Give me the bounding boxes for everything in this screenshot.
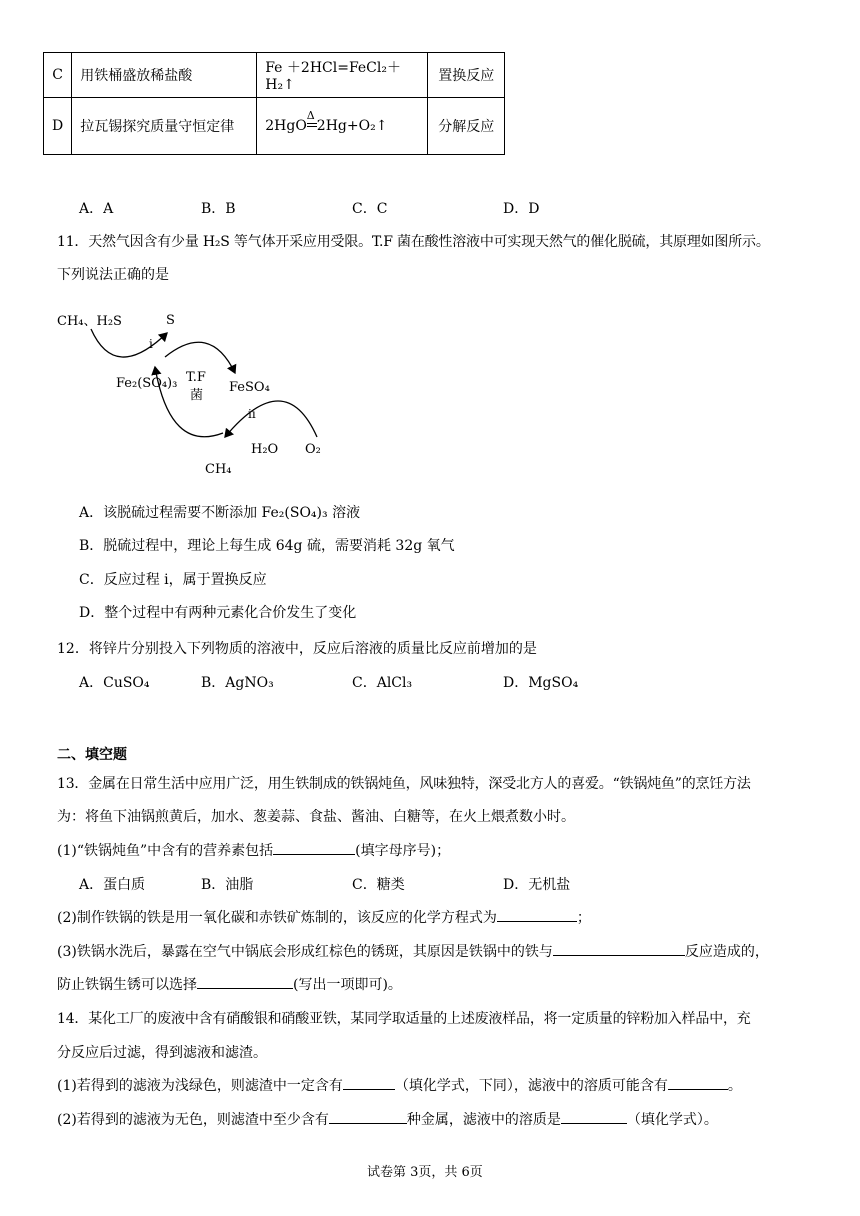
q13-p1-text: (1)“铁锅炖鱼”中含有的营养素包括 bbox=[57, 843, 274, 859]
q13-part3-line2 bbox=[57, 974, 402, 994]
q14-p2-text: (2)若得到的滤液为无色，则滤渣中至少含有 bbox=[57, 1112, 329, 1128]
row-equation: Fe ＋2HCl=FeCl₂＋H₂↑ bbox=[257, 53, 428, 98]
page-footer: 试卷第 3页，共 6页 bbox=[367, 1165, 483, 1180]
option-d[interactable]: D．D bbox=[503, 201, 540, 217]
q11-option-d[interactable]: D．整个过程中有两种元素化合价发生了变化 bbox=[79, 605, 357, 621]
q13-part1 bbox=[57, 840, 450, 860]
row-desc: 用铁桶盛放稀盐酸 bbox=[72, 53, 257, 98]
option-d[interactable]: D．无机盐 bbox=[503, 877, 571, 893]
label-fe2so43: Fe₂(SO₄)₃ bbox=[116, 376, 178, 391]
option-b[interactable]: B．油脂 bbox=[201, 877, 254, 893]
q14-p2-end: （填化学式）。 bbox=[626, 1112, 718, 1128]
desulfurization-diagram bbox=[55, 305, 345, 480]
q14-stem-line2: 分反应后过滤，得到滤液和滤渣。 bbox=[57, 1045, 267, 1061]
q11-option-b[interactable]: B．脱硫过程中，理论上每生成 64g 硫，需要消耗 32g 氧气 bbox=[79, 538, 455, 554]
eq-condition: Δ bbox=[306, 109, 315, 122]
arrow-to-feso4 bbox=[165, 342, 235, 373]
row-desc: 拉瓦锡探究质量守恒定律 bbox=[72, 98, 257, 155]
label-tf: T.F bbox=[186, 370, 206, 385]
q11-option-c[interactable]: C．反应过程 i，属于置换反应 bbox=[79, 572, 267, 588]
answer-blank[interactable] bbox=[497, 907, 577, 922]
option-a[interactable]: A．A bbox=[79, 201, 114, 217]
q13-p3-text2: 防止铁锅生锈可以选择 bbox=[57, 977, 197, 993]
row-type: 分解反应 bbox=[428, 98, 505, 155]
q13-stem-line1: 13．金属在日常生活中应用广泛，用生铁制成的铁锅炖鱼，风味独特，深受北方人的喜爱。“铁锅炖鱼”的烹饪方法 bbox=[57, 776, 751, 792]
q13-part2 bbox=[57, 907, 591, 927]
q14-p1-text: (1)若得到的滤液为浅绿色，则滤渣中一定含有 bbox=[57, 1078, 343, 1094]
option-a[interactable]: A．蛋白质 bbox=[79, 877, 146, 893]
q13-p2-text: (2)制作铁锅的铁是用一氧化碳和赤铁矿炼制的，该反应的化学方程式为 bbox=[57, 910, 497, 926]
row-type: 置换反应 bbox=[428, 53, 505, 98]
option-c[interactable]: C．糖类 bbox=[352, 877, 405, 893]
arrow-i-in bbox=[91, 329, 167, 357]
table-row bbox=[44, 98, 505, 155]
label-ch4-h2s: CH₄、H₂S bbox=[57, 314, 122, 329]
answer-blank[interactable] bbox=[561, 1109, 627, 1124]
answer-blank[interactable] bbox=[197, 974, 293, 989]
q14-p1-end: 。 bbox=[727, 1078, 742, 1094]
answer-blank[interactable] bbox=[668, 1075, 728, 1090]
label-feso4: FeSO₄ bbox=[229, 380, 270, 395]
option-b[interactable]: B．AgNO₃ bbox=[201, 675, 274, 691]
row-letter: D bbox=[44, 98, 72, 155]
q11-stem-line1: 11．天然气因含有少量 H₂S 等气体开采应用受限。T.F 菌在酸性溶液中可实现天然气的催化脱硫，其原理如图所示。 bbox=[57, 234, 770, 250]
q14-p1-cont: （填化学式，下同），滤液中的溶质可能含有 bbox=[394, 1078, 668, 1094]
q13-p3-text: (3)铁锅水洗后，暴露在空气中锅底会形成红棕色的锈斑，其原因是铁锅中的铁与 bbox=[57, 944, 553, 960]
label-s: S bbox=[166, 313, 175, 328]
label-ii: ii bbox=[248, 407, 256, 421]
row-equation bbox=[257, 98, 428, 155]
label-i: i bbox=[149, 337, 153, 351]
q14-part2 bbox=[57, 1109, 718, 1129]
q13-stem-line2: 为：将鱼下油锅煎黄后，加水、葱姜蒜、食盐、酱油、白糖等，在火上煨煮数小时。 bbox=[57, 809, 575, 825]
option-c[interactable]: C．C bbox=[352, 201, 388, 217]
q14-part1 bbox=[57, 1075, 742, 1095]
eq-left: 2HgO bbox=[265, 118, 307, 134]
q14-p2-cont: 种金属，滤液中的溶质是 bbox=[406, 1112, 561, 1128]
option-b[interactable]: B．B bbox=[201, 201, 236, 217]
label-h2o: H₂O bbox=[251, 442, 279, 457]
eq-right: 2Hg+O₂↑ bbox=[316, 118, 388, 134]
arrow-ii-in bbox=[225, 401, 317, 437]
options-table bbox=[43, 52, 505, 155]
q11-option-a[interactable]: A．该脱硫过程需要不断添加 Fe₂(SO₄)₃ 溶液 bbox=[79, 505, 361, 521]
answer-blank[interactable] bbox=[343, 1075, 395, 1090]
option-c[interactable]: C．AlCl₃ bbox=[352, 675, 413, 691]
label-ch4: CH₄ bbox=[205, 462, 232, 477]
q13-p1-hint: (填字母序号)； bbox=[355, 843, 451, 859]
q13-p3-cont: 反应造成的， bbox=[684, 944, 769, 960]
q13-p2-end: ； bbox=[576, 910, 591, 926]
q14-stem-line1: 14．某化工厂的废液中含有硝酸银和硝酸亚铁，某同学取适量的上述废液样品，将一定质量的锌粉加入样品中，充 bbox=[57, 1011, 751, 1027]
label-jun: 菌 bbox=[190, 388, 204, 403]
answer-blank[interactable] bbox=[329, 1109, 407, 1124]
option-d[interactable]: D．MgSO₄ bbox=[503, 675, 579, 691]
answer-blank[interactable] bbox=[553, 941, 685, 956]
section-heading: 二、填空题 bbox=[57, 747, 127, 763]
answer-blank[interactable] bbox=[273, 840, 355, 855]
q12-stem: 12．将锌片分别投入下列物质的溶液中，反应后溶液的质量比反应前增加的是 bbox=[57, 641, 537, 657]
q13-part3 bbox=[57, 941, 769, 961]
label-o2: O₂ bbox=[305, 442, 321, 457]
q11-stem-line2: 下列说法正确的是 bbox=[57, 267, 169, 283]
table-row bbox=[44, 53, 505, 98]
row-letter: C bbox=[44, 53, 72, 98]
option-a[interactable]: A．CuSO₄ bbox=[79, 675, 150, 691]
q13-p3-hint: (写出一项即可)。 bbox=[293, 977, 402, 993]
